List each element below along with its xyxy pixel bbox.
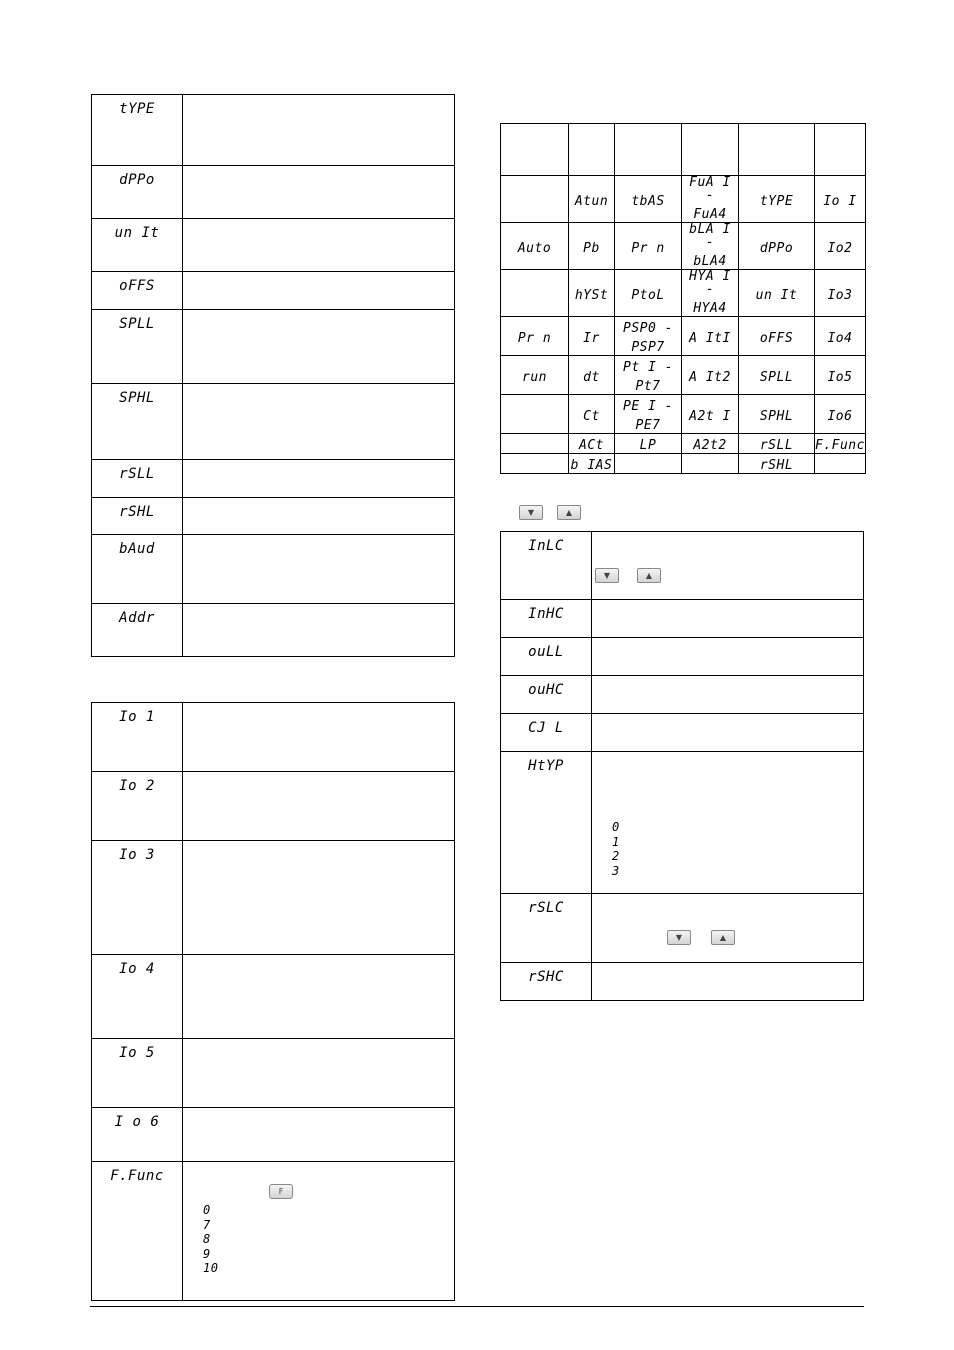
menu-cell — [815, 223, 866, 270]
menu-cell-text: ACt — [579, 438, 604, 453]
param-code — [92, 955, 183, 1039]
menu-cell-text: A2t I — [689, 408, 731, 424]
menu-cell — [682, 270, 739, 317]
code-text: Io 4 — [119, 961, 155, 977]
param-desc — [183, 166, 455, 219]
menu-cell — [739, 223, 815, 270]
menu-cell-text: bLA I - — [689, 222, 731, 250]
param-code — [92, 1162, 183, 1301]
param-code — [501, 714, 592, 752]
code-text: ouLL — [528, 644, 564, 660]
param-desc — [183, 384, 455, 460]
up-arrow-icon: ▲ — [557, 505, 581, 520]
menu-cell-text: un It — [755, 287, 798, 303]
htyp-digit-list — [612, 820, 620, 878]
menu-row — [501, 317, 866, 356]
footer-rule — [90, 1306, 864, 1307]
param-desc — [592, 894, 864, 963]
code-text: Addr — [119, 610, 155, 626]
param-code — [92, 498, 183, 535]
digit: 3 — [612, 863, 620, 878]
up-arrow-icon: ▲ — [711, 930, 735, 945]
menu-cell-text: Ir — [583, 330, 600, 346]
digit: 2 — [612, 849, 620, 863]
menu-cell-text: SPHL — [759, 408, 794, 424]
menu-cell — [815, 454, 866, 474]
param-desc — [183, 1039, 455, 1108]
code-text: bAud — [119, 541, 155, 557]
menu-row — [501, 270, 866, 317]
menu-cell — [739, 395, 815, 434]
param-code — [92, 460, 183, 498]
menu-cell-text: PE I - — [623, 399, 673, 414]
code-text: oFFS — [119, 278, 155, 294]
menu-row — [501, 434, 866, 454]
menu-row — [501, 356, 866, 395]
param-code — [92, 219, 183, 272]
menu-cell-text: Pr n — [517, 330, 552, 346]
param-desc — [592, 676, 864, 714]
menu-cell-text: PtoL — [631, 287, 665, 303]
menu-cell-text: Io4 — [827, 330, 853, 346]
menu-cell — [615, 176, 682, 223]
menu-cell — [569, 176, 615, 223]
param-desc — [183, 219, 455, 272]
digit: 9 — [203, 1246, 211, 1261]
menu-cell-text: Pb — [583, 240, 600, 256]
f-key-icon: F — [269, 1184, 293, 1199]
param-desc — [183, 604, 455, 657]
menu-cell — [682, 176, 739, 223]
menu-cell-text: Io3 — [827, 287, 853, 303]
ffunc-digit-list — [203, 1203, 218, 1276]
header-cell — [739, 124, 815, 176]
code-text: Io 2 — [119, 778, 155, 794]
menu-cell-text: FuA I - — [689, 175, 731, 203]
digit: 1 — [612, 834, 620, 849]
menu-cell — [615, 395, 682, 434]
menu-cell-text: Io I — [823, 193, 857, 209]
menu-cell — [569, 317, 615, 356]
header-row — [501, 124, 866, 176]
param-desc — [592, 638, 864, 676]
param-code — [501, 752, 592, 894]
down-arrow-icon: ▼ — [667, 930, 691, 945]
menu-cell-text: Io6 — [827, 408, 853, 424]
param-code — [92, 703, 183, 772]
menu-cell — [682, 434, 739, 454]
menu-cell — [501, 454, 569, 474]
param-code — [501, 600, 592, 638]
param-desc — [183, 310, 455, 384]
menu-cell — [615, 356, 682, 395]
menu-cell — [569, 223, 615, 270]
menu-cell — [815, 356, 866, 395]
code-text: rSHL — [119, 504, 155, 520]
digit: 0 — [203, 1203, 211, 1217]
code-text: un It — [114, 225, 160, 241]
code-text: tYPE — [119, 101, 155, 117]
menu-cell — [501, 395, 569, 434]
param-desc — [183, 460, 455, 498]
menu-cell-text: HYA4 — [693, 301, 727, 316]
menu-cell — [501, 270, 569, 317]
param-code — [92, 1108, 183, 1162]
menu-cell-text: F.Func — [815, 438, 865, 453]
menu-cell — [569, 356, 615, 395]
menu-matrix-table — [500, 123, 866, 474]
menu-cell — [615, 223, 682, 270]
menu-cell — [682, 223, 739, 270]
menu-cell-text: dt — [583, 369, 600, 385]
param-code — [92, 604, 183, 657]
menu-cell — [739, 176, 815, 223]
menu-cell-text: tYPE — [759, 193, 794, 209]
menu-cell-text: PSP0 - — [623, 321, 673, 336]
menu-row — [501, 223, 866, 270]
menu-cell-text: rSHL — [759, 458, 794, 473]
param-desc — [183, 498, 455, 535]
menu-cell-text: HYA I - — [689, 269, 731, 297]
param-code — [92, 772, 183, 841]
param-code — [92, 1039, 183, 1108]
down-arrow-icon: ▼ — [519, 505, 543, 520]
menu-cell-text: Pr n — [631, 240, 665, 256]
menu-cell-text: Auto — [517, 240, 552, 256]
code-text: Io 5 — [119, 1045, 155, 1061]
menu-cell-text: dPPo — [759, 240, 794, 256]
code-text: rSLL — [119, 466, 155, 482]
param-code — [501, 894, 592, 963]
menu-cell-text: PE7 — [635, 418, 661, 433]
param-desc — [592, 714, 864, 752]
code-text: dPPo — [119, 172, 155, 188]
header-cell — [615, 124, 682, 176]
code-text: HtYP — [528, 758, 564, 774]
header-cell — [501, 124, 569, 176]
menu-cell-text: A2t2 — [693, 438, 727, 453]
digit: 7 — [203, 1217, 211, 1232]
menu-cell — [739, 356, 815, 395]
code-text: F.Func — [110, 1168, 164, 1184]
menu-row — [501, 454, 866, 474]
param-desc — [592, 600, 864, 638]
code-text: rSLC — [528, 900, 564, 916]
menu-cell-text: hYSt — [574, 287, 609, 303]
param-desc — [592, 963, 864, 1001]
menu-cell — [569, 454, 615, 474]
param-code — [92, 166, 183, 219]
menu-cell — [739, 454, 815, 474]
param-code — [92, 310, 183, 384]
code-text: Io 1 — [119, 709, 155, 725]
menu-cell-text: LP — [639, 438, 657, 453]
menu-cell-text: SPLL — [759, 369, 794, 385]
code-text: InLC — [528, 538, 564, 554]
param-code — [501, 676, 592, 714]
param-desc — [183, 95, 455, 166]
digit: 10 — [203, 1261, 219, 1275]
menu-cell — [682, 454, 739, 474]
menu-cell — [501, 223, 569, 270]
param-code — [92, 384, 183, 460]
code-text: SPLL — [119, 316, 155, 332]
menu-cell — [682, 395, 739, 434]
param-desc — [183, 535, 455, 604]
menu-row — [501, 176, 866, 223]
menu-cell — [501, 356, 569, 395]
menu-cell — [615, 454, 682, 474]
menu-cell — [501, 434, 569, 454]
parameter-table-2 — [91, 702, 455, 1301]
menu-cell — [815, 270, 866, 317]
code-text: InHC — [528, 606, 564, 622]
menu-cell — [815, 317, 866, 356]
digit: 8 — [203, 1232, 211, 1246]
menu-cell-text: Pt7 — [635, 379, 661, 394]
menu-cell — [615, 270, 682, 317]
param-code — [501, 638, 592, 676]
param-desc — [183, 1108, 455, 1162]
param-code — [92, 272, 183, 310]
menu-cell — [569, 270, 615, 317]
code-text: Io 3 — [119, 847, 155, 863]
code-text: CJ L — [528, 720, 564, 736]
param-desc — [592, 532, 864, 600]
menu-cell-text: tbAS — [631, 193, 665, 209]
menu-cell-text: Io2 — [827, 240, 853, 256]
menu-cell — [615, 434, 682, 454]
header-cell — [569, 124, 615, 176]
param-desc — [183, 703, 455, 772]
menu-cell — [815, 434, 866, 454]
code-text: ouHC — [528, 682, 564, 698]
menu-cell — [682, 317, 739, 356]
code-text: rSHC — [528, 969, 564, 985]
menu-cell — [501, 317, 569, 356]
parameter-table-3 — [500, 531, 864, 1001]
param-code — [92, 95, 183, 166]
param-code — [501, 963, 592, 1001]
menu-cell — [569, 395, 615, 434]
menu-cell-text: run — [522, 369, 547, 385]
menu-cell — [815, 176, 866, 223]
parameter-table-1 — [91, 94, 455, 657]
menu-cell-text: Ct — [583, 408, 600, 424]
param-code — [501, 532, 592, 600]
menu-cell — [739, 434, 815, 454]
header-cell — [815, 124, 866, 176]
menu-cell — [682, 356, 739, 395]
menu-cell — [815, 395, 866, 434]
param-desc — [183, 272, 455, 310]
code-text: SPHL — [119, 390, 155, 406]
menu-cell-text: oFFS — [759, 330, 794, 346]
menu-cell-text: bLA4 — [693, 254, 727, 269]
menu-cell-text: Atun — [574, 193, 609, 209]
menu-cell — [615, 317, 682, 356]
menu-cell-text: rSLL — [759, 438, 794, 453]
code-text: I o 6 — [114, 1114, 160, 1130]
menu-cell-text: Pt I - — [623, 360, 673, 375]
menu-cell — [739, 317, 815, 356]
menu-cell — [501, 176, 569, 223]
down-arrow-icon: ▼ — [595, 568, 619, 583]
menu-cell-text: FuA4 — [693, 207, 727, 222]
up-arrow-icon: ▲ — [637, 568, 661, 583]
menu-cell-text: PSP7 — [631, 340, 665, 355]
menu-cell — [569, 434, 615, 454]
menu-cell — [739, 270, 815, 317]
header-cell — [682, 124, 739, 176]
menu-cell-text: A It2 — [689, 369, 731, 385]
param-desc — [183, 955, 455, 1039]
param-desc — [183, 772, 455, 841]
menu-cell-text: Io5 — [827, 369, 853, 385]
digit: 0 — [612, 820, 620, 834]
param-code — [92, 535, 183, 604]
menu-cell-text: b IAS — [570, 458, 613, 473]
param-code — [92, 841, 183, 955]
menu-row — [501, 395, 866, 434]
ffunc-desc — [183, 1162, 455, 1301]
htyp-desc — [592, 752, 864, 894]
menu-cell-text: A ItI — [689, 330, 731, 346]
param-desc — [183, 841, 455, 955]
